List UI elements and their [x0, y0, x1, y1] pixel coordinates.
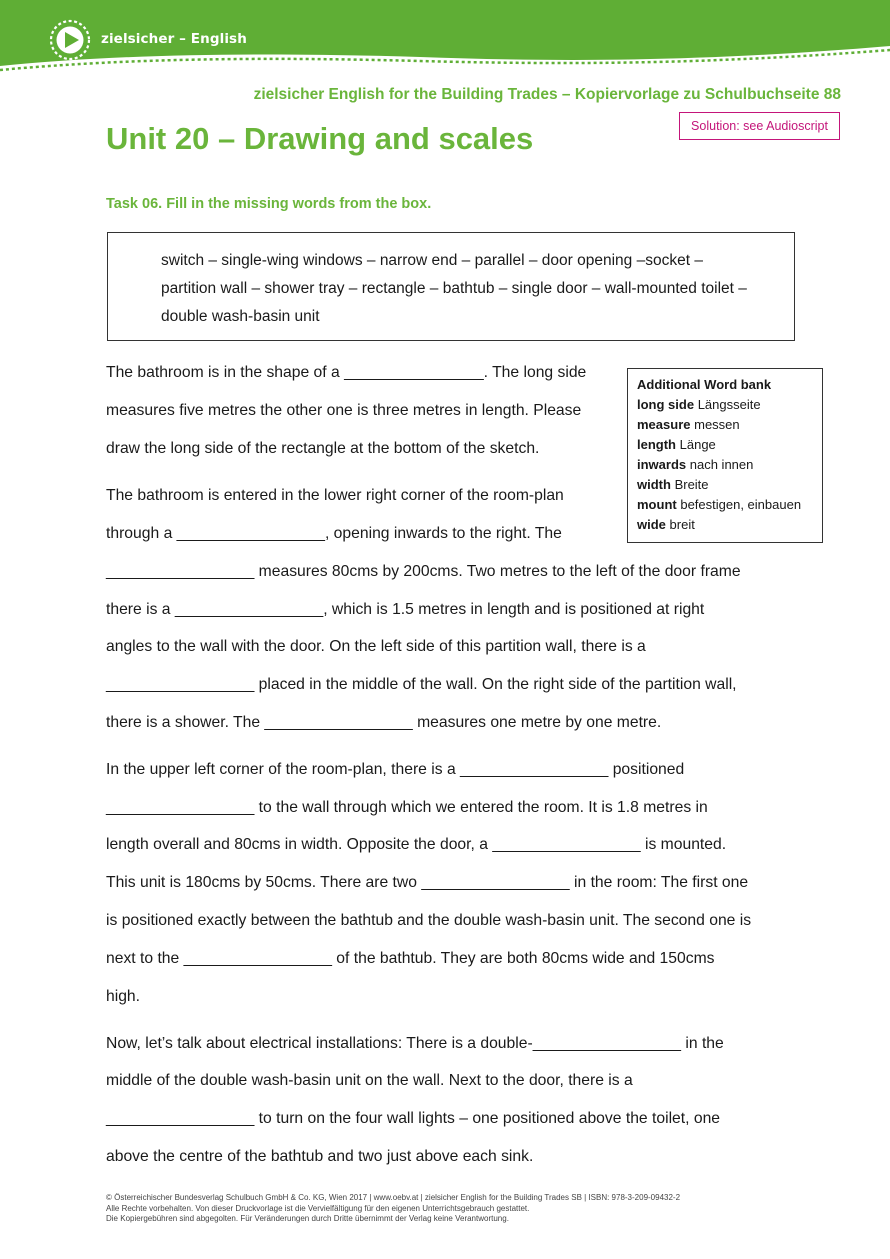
body-line: draw the long side of the rectangle at the bottom of the sketch. — [106, 440, 540, 457]
footer-line: Die Kopiergebühren sind abgegolten. Für Veränderungen durch Dritte übernimmt der Verlag keine Verantwortung. — [106, 1214, 509, 1223]
word-bank-entry: long side Längsseite — [637, 397, 761, 412]
body-line: In the upper left corner of the room-plan, there is a _________________ positioned — [106, 761, 685, 778]
word-bank-entry: length Länge — [637, 437, 716, 452]
body-line: The bathroom is in the shape of a ________________. The long side — [106, 364, 587, 381]
body-line: _________________ to turn on the four wall lights – one positioned above the toilet, one — [106, 1110, 721, 1127]
word-bank-title: Additional Word bank — [637, 377, 772, 392]
word-bank-entry: mount befestigen, einbauen — [637, 497, 802, 512]
body-line: _________________ measures 80cms by 200cms. Two metres to the left of the door frame — [106, 563, 741, 580]
body-line: high. — [106, 988, 141, 1005]
body-line: angles to the wall with the door. On the left side of this partition wall, there is a — [106, 638, 646, 655]
body-line: there is a _________________, which is 1.5 metres in length and is positioned at right — [106, 601, 705, 618]
body-line: measures five metres the other one is three metres in length. Please — [106, 402, 582, 419]
solution-note: Solution: see Audioscript — [679, 112, 840, 140]
body-line: The bathroom is entered in the lower right corner of the room-plan — [106, 487, 564, 504]
header-banner — [0, 0, 890, 80]
body-line: next to the _________________ of the bathtub. They are both 80cms wide and 150cms — [106, 950, 715, 967]
copyright-footer — [106, 1193, 680, 1225]
footer-line: © Österreichischer Bundesverlag Schulbuch GmbH & Co. KG, Wien 2017 | www.oebv.at | zielsicher English for the Building Trades SB | ISBN: 978-3-209-09432-2 — [106, 1193, 681, 1202]
body-line: middle of the double wash-basin unit on the wall. Next to the door, there is a — [106, 1072, 633, 1089]
body-line: _________________ placed in the middle of the wall. On the right side of the partition wall, — [106, 676, 737, 693]
body-line: _________________ to the wall through which we entered the room. It is 1.8 metres in — [106, 799, 708, 816]
body-line: above the centre of the bathtub and two just above each sink. — [106, 1148, 534, 1165]
page-subtitle: zielsicher English for the Building Trades – Kopiervorlage zu Schulbuchseite 88 — [253, 86, 841, 103]
page-title: Unit 20 – Drawing and scales — [106, 121, 534, 156]
body-line: Now, let’s talk about electrical installations: There is a double-_________________ in the — [106, 1035, 724, 1052]
word-bank-entry: wide breit — [637, 517, 695, 532]
body-line: This unit is 180cms by 50cms. There are two _________________ in the room: The first one — [106, 874, 749, 891]
word-bank-entry: measure messen — [637, 417, 740, 432]
task-instruction: Task 06. Fill in the missing words from the box. — [106, 196, 432, 212]
word-bank-entry: width Breite — [637, 477, 709, 492]
word-box-line: double wash-basin unit — [161, 308, 320, 325]
additional-word-bank — [627, 368, 823, 543]
word-box-line: switch – single-wing windows – narrow end – parallel – door opening –socket – — [161, 252, 703, 269]
footer-line: Alle Rechte vorbehalten. Von dieser Druckvorlage ist die Vervielfältigung für den eigenen Unterrichtsgebrauch gestattet. — [106, 1203, 530, 1213]
body-line: there is a shower. The _________________ measures one metre by one metre. — [106, 714, 662, 731]
body-line: through a _________________, opening inwards to the right. The — [106, 525, 562, 542]
body-line: is positioned exactly between the bathtub and the double wash-basin unit. The second one is — [106, 912, 752, 929]
word-box-line: partition wall – shower tray – rectangle – bathtub – single door – wall-mounted toilet – — [161, 280, 747, 297]
word-box — [107, 232, 795, 341]
brand-name: zielsicher – English — [101, 31, 247, 47]
body-line: length overall and 80cms in width. Opposite the door, a _________________ is mounted. — [106, 836, 727, 853]
word-bank-entry: inwards nach innen — [637, 457, 754, 472]
